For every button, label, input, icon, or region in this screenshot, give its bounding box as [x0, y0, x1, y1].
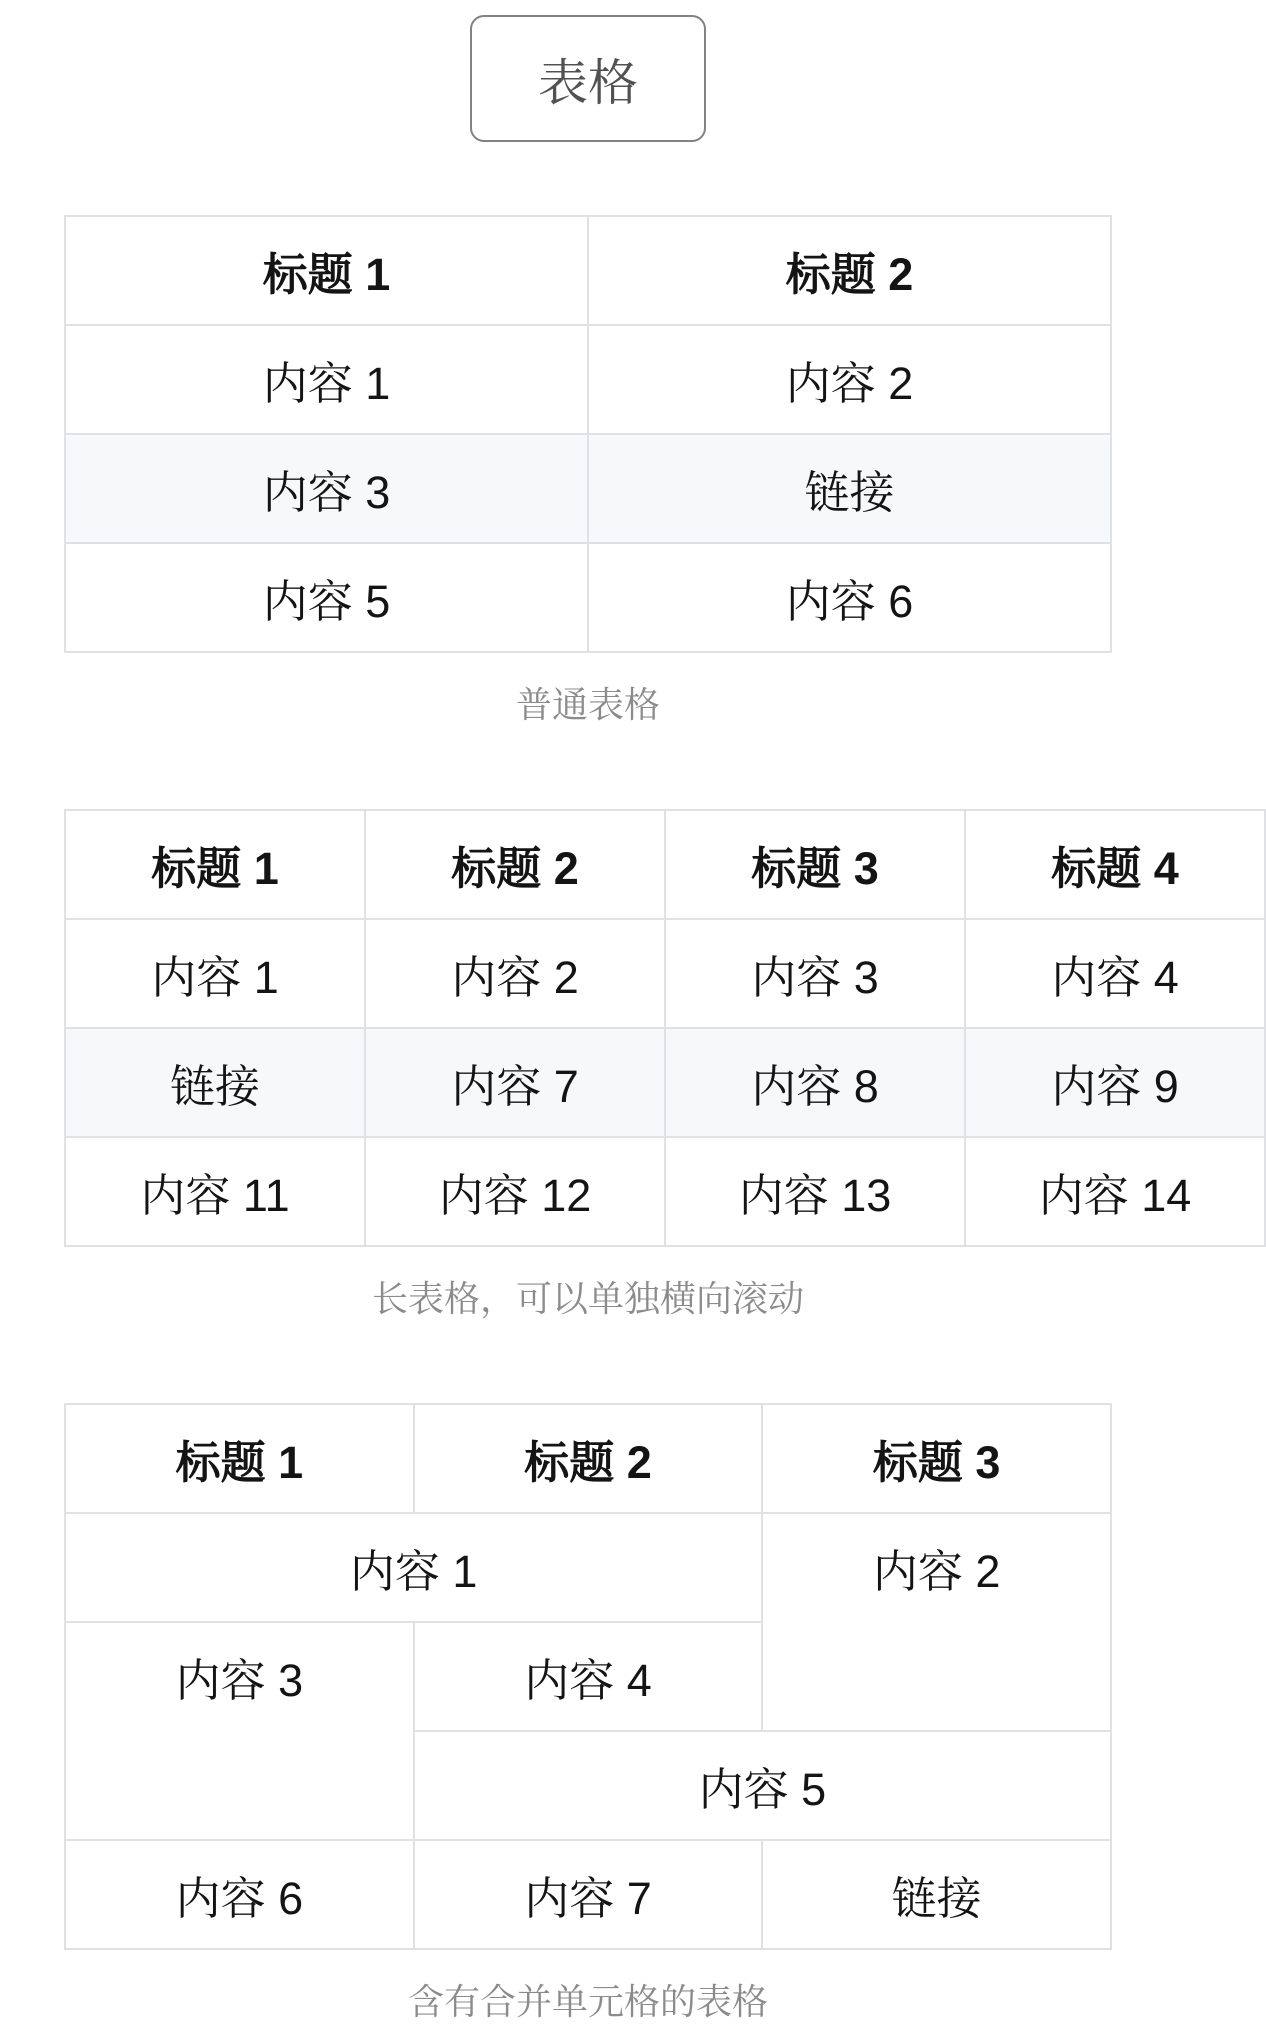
merged-cells-table [64, 1403, 1112, 1950]
header-cell: 标题 1 [65, 810, 365, 919]
table-row [65, 1840, 1111, 1949]
table-cell: 内容 4 [965, 919, 1265, 1028]
normal-table [64, 215, 1112, 653]
merged-cell-rowspan: 内容 3 [65, 1622, 414, 1840]
table-cell: 内容 3 [65, 434, 588, 543]
link-cell[interactable]: 链接 [762, 1840, 1111, 1949]
header-cell: 标题 3 [665, 810, 965, 919]
table-cell: 内容 2 [365, 919, 665, 1028]
table-cell: 内容 12 [365, 1137, 665, 1246]
header-cell: 标题 2 [365, 810, 665, 919]
horizontal-scroll-container[interactable] [64, 809, 1192, 1247]
table-cell: 内容 6 [588, 543, 1111, 652]
table-cell: 内容 11 [65, 1137, 365, 1246]
table-caption: 长表格，可以单独横向滚动 [371, 1278, 804, 1319]
header-cell: 标题 3 [762, 1404, 1111, 1513]
header-cell: 标题 4 [965, 810, 1265, 919]
table-demo-page [0, 15, 1192, 2024]
long-table-section [64, 809, 1192, 1321]
table-row [65, 434, 1111, 543]
table-header-row [65, 1404, 1111, 1513]
table-cell: 内容 3 [665, 919, 965, 1028]
table-header-row [65, 216, 1111, 325]
header-cell: 标题 2 [588, 216, 1111, 325]
merged-cell-colspan: 内容 5 [414, 1731, 1111, 1840]
table-row [65, 1137, 1265, 1246]
link-cell[interactable]: 链接 [65, 1028, 365, 1137]
long-table [64, 809, 1266, 1247]
table-cell: 内容 14 [965, 1137, 1265, 1246]
merged-table-section [64, 1403, 1112, 2024]
table-row [65, 1028, 1265, 1137]
table-cell: 内容 1 [65, 919, 365, 1028]
table-row [65, 1513, 1111, 1622]
table-row [65, 325, 1111, 434]
table-row [65, 919, 1265, 1028]
table-cell: 内容 13 [665, 1137, 965, 1246]
table-cell: 内容 7 [365, 1028, 665, 1137]
header-cell: 标题 2 [414, 1404, 763, 1513]
normal-table-section [64, 215, 1112, 727]
table-cell: 内容 6 [65, 1840, 414, 1949]
header-cell: 标题 1 [65, 216, 588, 325]
merged-cell-colspan: 内容 1 [65, 1513, 762, 1622]
header-cell: 标题 1 [65, 1404, 414, 1513]
table-cell: 内容 7 [414, 1840, 763, 1949]
table-header-row [65, 810, 1265, 919]
table-cell: 内容 5 [65, 543, 588, 652]
table-cell: 内容 9 [965, 1028, 1265, 1137]
table-caption: 普通表格 [515, 684, 660, 725]
page-title-label: 表格 [538, 54, 638, 111]
link-cell[interactable]: 链接 [588, 434, 1111, 543]
page-title-button[interactable] [470, 15, 706, 142]
table-caption: 含有合并单元格的表格 [407, 1981, 768, 2022]
table-cell: 内容 1 [65, 325, 588, 434]
table-cell: 内容 4 [414, 1622, 763, 1731]
table-cell: 内容 2 [588, 325, 1111, 434]
table-row [65, 543, 1111, 652]
table-cell: 内容 8 [665, 1028, 965, 1137]
merged-cell-rowspan: 内容 2 [762, 1513, 1111, 1731]
